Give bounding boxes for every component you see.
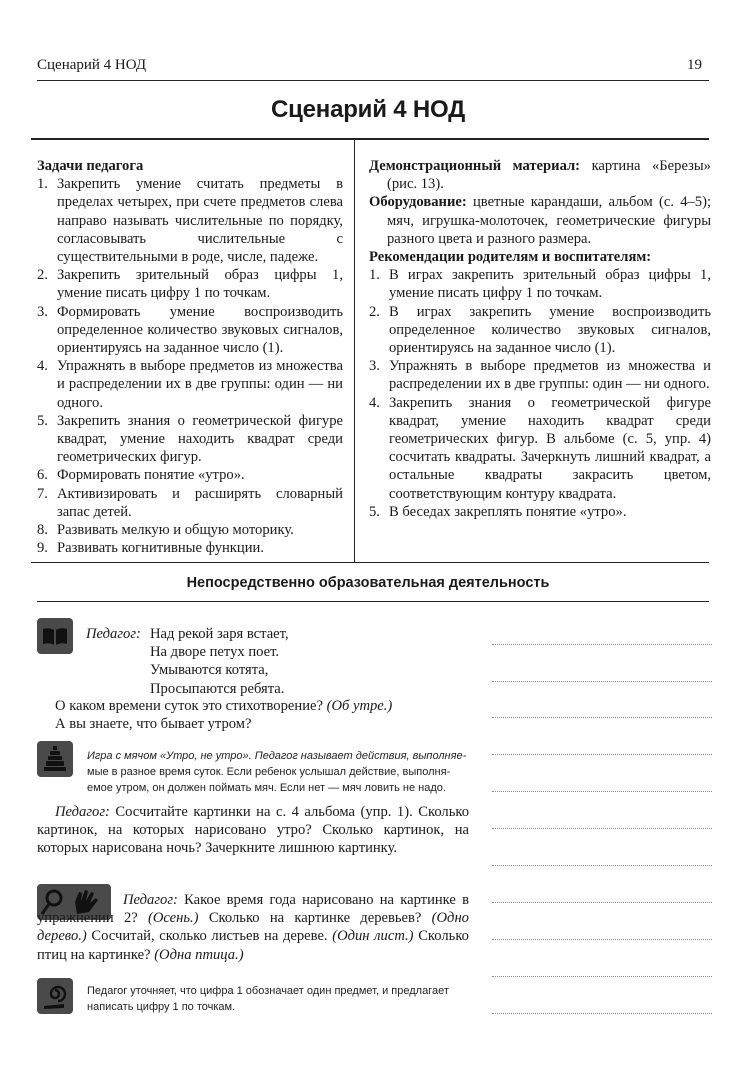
tasks-list xyxy=(37,175,343,557)
page-number: 19 xyxy=(687,57,702,73)
tasks-heading: Задачи педагога xyxy=(37,158,144,174)
note-line: мые в разное время суток. Если ребенок услышал действие, выполня- xyxy=(87,766,451,778)
hand-spiral-icon xyxy=(37,978,73,1014)
teacher-tasks xyxy=(37,157,343,557)
notes-line xyxy=(492,828,712,829)
box-bottom-rule xyxy=(31,562,709,563)
list-item: 1. В играх закрепить зрительный образ цифры 1, умение писать цифру 1 по точкам. xyxy=(369,267,711,302)
question-2: А вы знаете, что бывает утром? xyxy=(55,716,252,732)
pyramid-toy-icon xyxy=(37,741,73,777)
season-task: Педагог: Какое время года нарисовано на картинке в упражнении 2? (Осень.) Сколько на картинке деревьев? (Одно дерево.) Сосчитай, сколько листьев на дереве. (Один лист.) Сколько птиц на картинке? (Одна птица.) xyxy=(37,892,469,963)
notes-line xyxy=(492,865,712,866)
digit-note xyxy=(87,983,487,1015)
equipment: Оборудование: цветные карандаши, альбом (с. 4–5); мяч, игрушка-молоточек, геометрические фигуры разного цвета и разного размера. xyxy=(369,194,712,247)
section-rule xyxy=(37,601,709,602)
poem-line: Умываются котята, xyxy=(150,662,269,679)
list-item: 3. Упражнять в выборе предметов из множества и распределении их в две группы: один — ни одного. xyxy=(369,358,711,393)
list-item: 4. Упражнять в выборе предметов из множества и распределении их в две группы: один — ни одного. xyxy=(37,358,343,411)
notes-line xyxy=(492,939,712,940)
note-line: емое утром, он должен поймать мяч. Если нет — мяч ловить не надо. xyxy=(87,782,446,794)
poem-line: На дворе петух поет. xyxy=(150,644,280,661)
list-item: 1. Закрепить умение считать предметы в пределах четырех, при счете предметов слева направо называть числительные по порядку, согласовывать числительные с существительными в роде, числе, падеже. xyxy=(37,176,343,266)
header-rule xyxy=(37,80,709,81)
note-line: Игра с мячом «Утро, не утро». Педагог называет действия, выполняе- xyxy=(87,750,467,762)
notes-line xyxy=(492,976,712,977)
counting-task: Педагог: Сосчитайте картинки на с. 4 альбома (упр. 1). Сколько картинок, на которых нарисовано утро? Сколько картинок, на которых нарисована ночь? Зачеркните лишнюю картинку. xyxy=(37,804,470,857)
list-item: 8. Развивать мелкую и общую моторику. xyxy=(37,522,294,539)
recommendations-heading: Рекомендации родителям и воспитателям: xyxy=(369,249,652,266)
notes-line xyxy=(492,791,712,792)
notes-line xyxy=(492,681,712,682)
list-item: 9. Развивать когнитивные функции. xyxy=(37,540,264,557)
note-line: Педагог уточняет, что цифра 1 обозначает один предмет, и предлагает xyxy=(87,985,449,997)
list-item: 6. Формировать понятие «утро». xyxy=(37,467,245,484)
list-item: 3. Формировать умение воспроизводить определенное количество звуковых сигналов, ориентируясь на заданное число (1). xyxy=(37,303,343,357)
box-top-rule xyxy=(31,138,709,140)
poem xyxy=(150,625,289,698)
materials-column xyxy=(369,157,711,521)
notes-line xyxy=(492,717,712,718)
list-item: 5. В беседах закреплять понятие «утро». xyxy=(369,503,627,520)
recommendations-list xyxy=(369,266,711,521)
book-icon xyxy=(37,618,73,654)
page-title: Сценарий 4 НОД xyxy=(270,96,466,123)
section-title: Непосредственно образовательная деятельность xyxy=(186,575,550,591)
column-divider xyxy=(354,140,355,562)
poem-line: Над рекой заря встает, xyxy=(150,626,289,642)
ball-game-instructions xyxy=(87,748,487,796)
teacher-speaker: Педагог: xyxy=(86,626,141,642)
poem-line: Просыпаются ребята. xyxy=(150,680,285,697)
list-item: 7. Активизировать и расширять словарный запас детей. xyxy=(37,485,343,520)
notes-line xyxy=(492,902,712,903)
list-item: 2. Закрепить зрительный образ цифры 1, умение писать цифру 1 по точкам. xyxy=(37,267,343,302)
list-item: 4. Закрепить знания о геометрической фигуре квадрат, умение находить квадрат среди геометрических фигур. В альбоме (с. 5, упр. 4) сосчитать квадраты. Зачеркнуть лишний квадрат, а остальные квадраты закрасить цветом, соответствующим контуру квадрата. xyxy=(369,394,711,502)
notes-line xyxy=(492,644,712,645)
note-line: написать цифру 1 по точкам. xyxy=(87,1001,236,1013)
demo-material: Демонстрационный материал: картина «Березы» (рис. 13). xyxy=(369,158,711,193)
list-item: 5. Закрепить знания о геометрической фигуре квадрат, умение находить квадрат среди геометрических фигур. xyxy=(37,412,343,466)
running-header: Сценарий 4 НОД xyxy=(37,57,147,73)
list-item: 2. В играх закрепить умение воспроизводить определенное количество звуковых сигналов, ориентируясь на заданное число (1). xyxy=(369,303,711,357)
notes-line xyxy=(492,754,712,755)
notes-line xyxy=(492,1013,712,1014)
question-1: О каком времени суток это стихотворение? (Об утре.) xyxy=(55,698,393,714)
